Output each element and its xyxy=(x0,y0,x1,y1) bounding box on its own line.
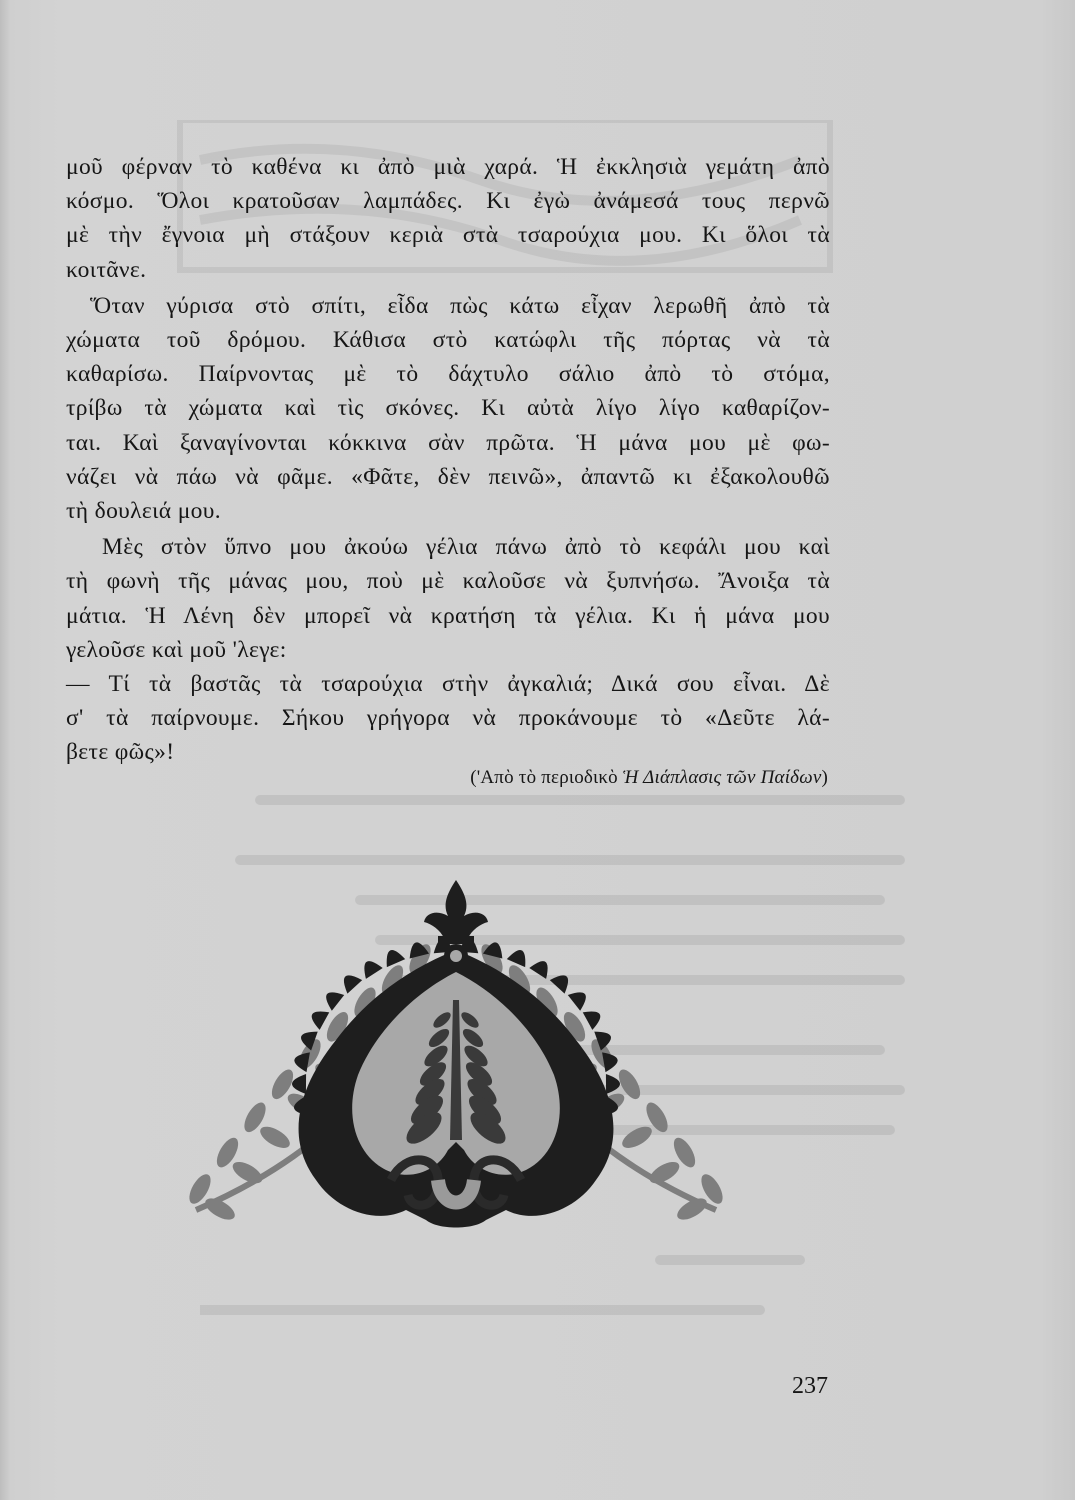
text-line: τὴ φωνὴ τῆς μάνας μου, ποὺ μὲ καλοῦσε νὰ ξυπνήσω. Ἄνοιξα τὰ xyxy=(66,568,830,595)
text-line: νάζει νὰ πάω νὰ φᾶμε. «Φᾶτε, δὲν πεινῶ», ἀπαντῶ κι ἐξακολουθῶ xyxy=(66,463,830,490)
text-line: βετε φῶς»! xyxy=(66,739,175,766)
fleur-de-lis-finial xyxy=(424,880,488,968)
source-prefix: ('Απὸ τὸ περιοδικὸ xyxy=(470,767,623,788)
source-citation xyxy=(380,767,828,789)
text-line: Ὅταν γύρισα στὸ σπίτι, εἶδα πὼς κάτω εἶχαν λερωθῆ ἀπὸ τὰ xyxy=(90,292,830,319)
flame-spike xyxy=(307,1006,329,1030)
flame-spike xyxy=(358,956,382,979)
text-line: μὲ τὴν ἔγνοια μὴ στάξουν κεριὰ στὰ τσαρούχια μου. Κι ὅλοι τὰ xyxy=(66,222,830,249)
page-number: 237 xyxy=(792,1373,828,1399)
text-line: ται. Καὶ ξαναγίνονται κόκκινα σὰν πρῶτα. Ἡ μάνα μου μὲ φω- xyxy=(66,429,830,456)
paragraph-1 xyxy=(66,150,830,287)
flame-spike xyxy=(293,1050,310,1072)
text-line: μοῦ φέρναν τὸ καθένα κι ἀπὸ μιὰ χαρά. Ἡ ἐκκλησιὰ γεμάτη ἀπὸ xyxy=(66,154,830,180)
text-line: τὴ δουλειά μου. xyxy=(66,498,221,525)
flame-spike xyxy=(321,986,344,1010)
flame-spike xyxy=(602,1050,619,1072)
paragraph-4-dialogue xyxy=(66,667,830,770)
flame-spike xyxy=(568,986,591,1010)
text-line: σ' τὰ παίρνουμε. Σήκου γρήγορα νὰ προκάνουμε τὸ «Δεῦτε λά- xyxy=(66,705,830,732)
flame-spike xyxy=(529,956,553,979)
flame-spike xyxy=(292,1074,306,1094)
text-line: καθαρίσω. Παίρνοντας μὲ τὸ δάχτυλο σάλιο ἀπὸ τὸ στόμα, xyxy=(66,361,830,388)
text-line: χώματα τοῦ δρόμου. Κάθισα στὸ κατώφλι τῆς πόρτας νὰ τὰ xyxy=(66,327,830,354)
flame-spike xyxy=(381,946,405,967)
source-suffix: ) xyxy=(821,767,828,788)
flame-spike xyxy=(507,946,531,967)
text-line: κοιτᾶνε. xyxy=(66,256,147,283)
floral-ornament xyxy=(176,880,736,1280)
flame-spike xyxy=(606,1074,620,1094)
text-line: γελοῦσε καὶ μοῦ 'λεγε: xyxy=(66,636,287,663)
body-text xyxy=(66,150,830,770)
leaf-shape xyxy=(257,1122,293,1152)
text-line: μάτια. Ἡ Λένη δὲν μπορεῖ νὰ κρατήση τὰ γέλια. Κι ἡ μάνα μου xyxy=(66,602,830,629)
text-line: Μὲς στὸν ὕπνο μου ἀκούω γέλια πάνω ἀπὸ τὸ κεφάλι μου καὶ xyxy=(102,534,830,561)
flame-spike xyxy=(583,1006,605,1030)
flame-spike xyxy=(338,970,362,994)
source-title: Ἡ Διάπλασις τῶν Παίδων xyxy=(622,767,822,788)
paragraph-2 xyxy=(66,289,830,528)
text-line: κόσμο. Ὅλοι κρατοῦσαν λαμπάδες. Κι ἐγὼ ἀνάμεσά τους περνῶ xyxy=(66,188,830,215)
flame-spike xyxy=(550,970,574,994)
text-line: τρίβω τὰ χώματα καὶ τὶς σκόνες. Κι αὐτὰ λίγο λίγο καθαρίζον- xyxy=(66,395,830,422)
leaf-shape xyxy=(619,1122,655,1152)
text-line: — Τί τὰ βαστᾶς τὰ τσαρούχια στὴν ἀγκαλιά; Δικά σου εἶναι. Δὲ xyxy=(66,671,830,698)
paragraph-3 xyxy=(66,530,830,667)
